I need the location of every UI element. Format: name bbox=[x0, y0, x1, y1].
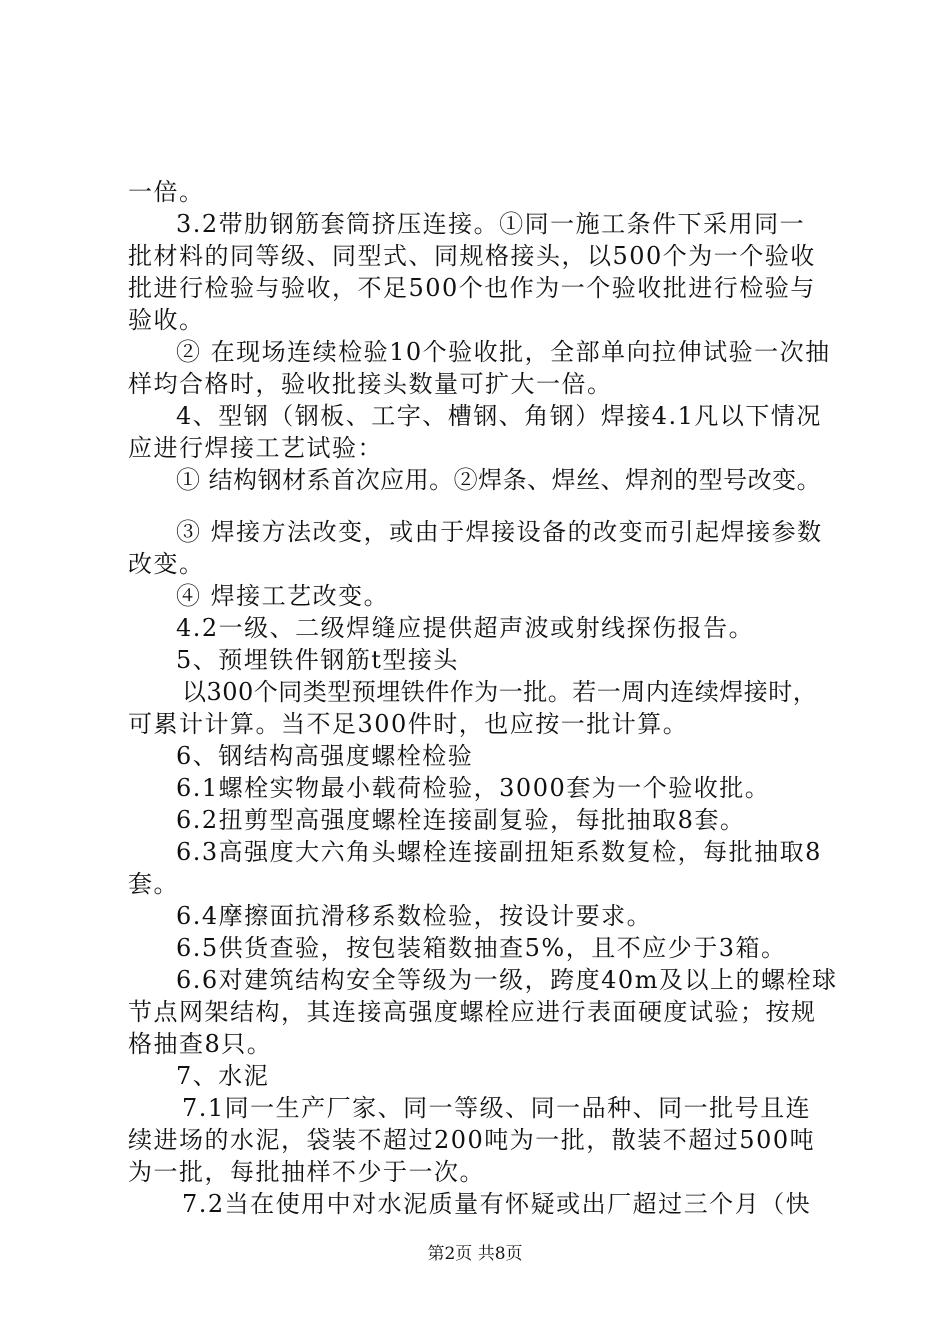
text-line: 7.1同一生产厂家、同一等级、同一品种、同一批号且连 bbox=[182, 1094, 812, 1122]
text-line: 批进行检验与验收，不足500个也作为一个验收批进行检验与 bbox=[128, 274, 816, 302]
text-line: 改变。 bbox=[128, 550, 205, 578]
text-line: 7.2当在使用中对水泥质量有怀疑或出厂超过三个月（快 bbox=[182, 1190, 812, 1218]
text-line: 节点网架结构，其连接高强度螺栓应进行表面硬度试验；按规 bbox=[128, 998, 817, 1026]
text-line: 6.1螺栓实物最小载荷检验，3000套为一个验收批。 bbox=[176, 774, 771, 802]
text-line: 格抽查8只。 bbox=[128, 1030, 273, 1058]
text-line: 4.2一级、二级焊缝应提供超声波或射线探伤报告。 bbox=[176, 614, 755, 642]
text-line: 6.4摩擦面抗滑移系数检验，按设计要求。 bbox=[176, 902, 653, 930]
text-line: 6.2扭剪型高强度螺栓连接副复验，每批抽取8套。 bbox=[176, 806, 746, 834]
text-line: 7、水泥 bbox=[176, 1062, 270, 1090]
text-line: 可累计计算。当不足300件时，也应按一批计算。 bbox=[128, 710, 689, 738]
page-footer: 第2页 共8页 bbox=[427, 1244, 523, 1264]
text-line: 为一批，每批抽样不少于一次。 bbox=[128, 1158, 485, 1186]
text-line: 一倍。 bbox=[128, 178, 205, 206]
text-line: 4、型钢（钢板、工字、槽钢、角钢）焊接4.1凡以下情况 bbox=[176, 402, 822, 430]
text-line: 6.3高强度大六角头螺栓连接副扭矩系数复检，每批抽取8 bbox=[176, 838, 822, 866]
text-line: 验收。 bbox=[128, 306, 205, 334]
text-line: ① 结构钢材系首次应用。②焊条、焊丝、焊剂的型号改变。 bbox=[176, 466, 822, 494]
text-line: ③ 焊接方法改变，或由于焊接设备的改变而引起焊接参数 bbox=[176, 518, 823, 546]
text-line: 应进行焊接工艺试验： bbox=[128, 434, 383, 462]
text-line: 6.5供货查验，按包装箱数抽查5%，且不应少于3箱。 bbox=[176, 934, 787, 962]
text-line: 5、预埋铁件钢筋t型接头 bbox=[176, 646, 459, 674]
text-line: 续进场的水泥，袋装不超过200吨为一批，散装不超过500吨 bbox=[128, 1126, 816, 1154]
text-line: 样均合格时，验收批接头数量可扩大一倍。 bbox=[128, 370, 613, 398]
text-line: 批材料的同等级、同型式、同规格接头，以500个为一个验收 bbox=[128, 242, 816, 270]
text-line: 3.2带肋钢筋套筒挤压连接。①同一施工条件下采用同一 bbox=[176, 210, 806, 238]
text-line: ② 在现场连续检验10个验收批，全部单向拉伸试验一次抽 bbox=[176, 338, 831, 366]
text-line: 以300个同类型预埋铁件作为一批。若一周内连续焊接时， bbox=[182, 678, 818, 706]
text-line: 套。 bbox=[128, 870, 179, 898]
text-line: 6.6对建筑结构安全等级为一级，跨度40m及以上的螺栓球 bbox=[176, 966, 838, 994]
text-line: ④ 焊接工艺改变。 bbox=[176, 582, 390, 610]
text-line: 6、钢结构高强度螺栓检验 bbox=[176, 742, 474, 770]
